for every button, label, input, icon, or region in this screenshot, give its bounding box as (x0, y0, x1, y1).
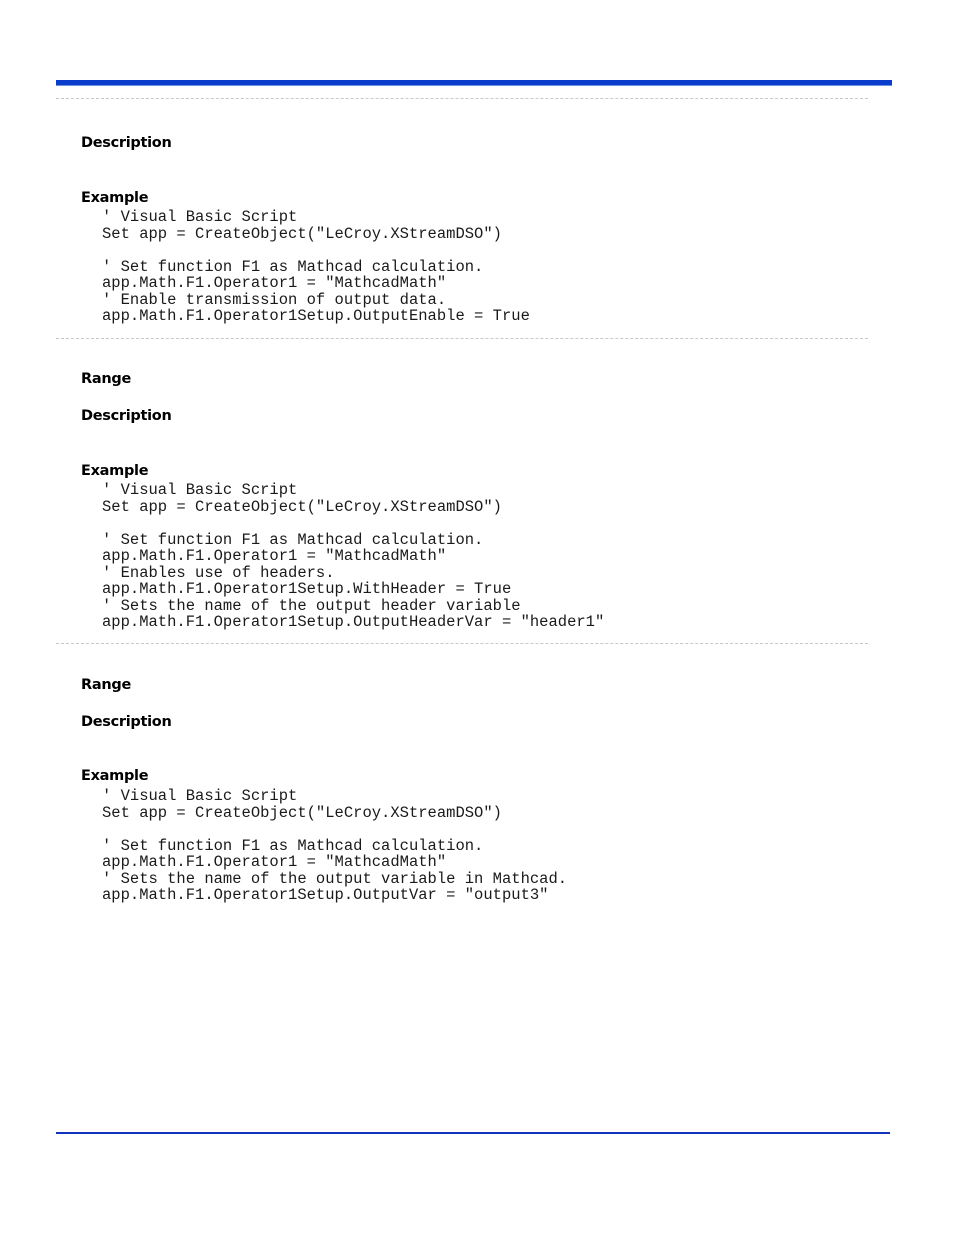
code-example: ' Visual Basic Script Set app = CreateObject("LeCroy.XStreamDSO") ' Set function F1 as Mathcad calculation. app.Math.F1.Operator1 = "MathcadMath" ' Enables use of headers. app.Math.F1.Operator1Setup.WithHeader = True ' Sets the name of the output header variable app.Math.F1.Operator1Setup.OutputHeaderVar = "header1" (102, 481, 605, 631)
example-heading: Example (81, 190, 149, 206)
footer-rule (56, 1132, 890, 1134)
description-heading: Description (81, 714, 172, 730)
section-divider (56, 643, 868, 644)
range-heading: Range (81, 677, 131, 693)
description-heading: Description (81, 135, 172, 151)
example-heading: Example (81, 463, 149, 479)
header-rule (56, 80, 892, 85)
example-heading: Example (81, 768, 149, 784)
range-heading: Range (81, 371, 131, 387)
code-example: ' Visual Basic Script Set app = CreateObject("LeCroy.XStreamDSO") ' Set function F1 as Mathcad calculation. app.Math.F1.Operator1 = "MathcadMath" ' Enable transmission of output data. app.Math.F1.Operator1Setup.OutputEnable = True (102, 208, 530, 325)
section-divider (56, 98, 868, 99)
code-example: ' Visual Basic Script Set app = CreateObject("LeCroy.XStreamDSO") ' Set function F1 as Mathcad calculation. app.Math.F1.Operator1 = "MathcadMath" ' Sets the name of the output variable in Mathcad. app.Math.F1.Operator1Setup.OutputVar = "output3" (102, 787, 568, 904)
section-divider (56, 338, 868, 339)
description-heading: Description (81, 408, 172, 424)
